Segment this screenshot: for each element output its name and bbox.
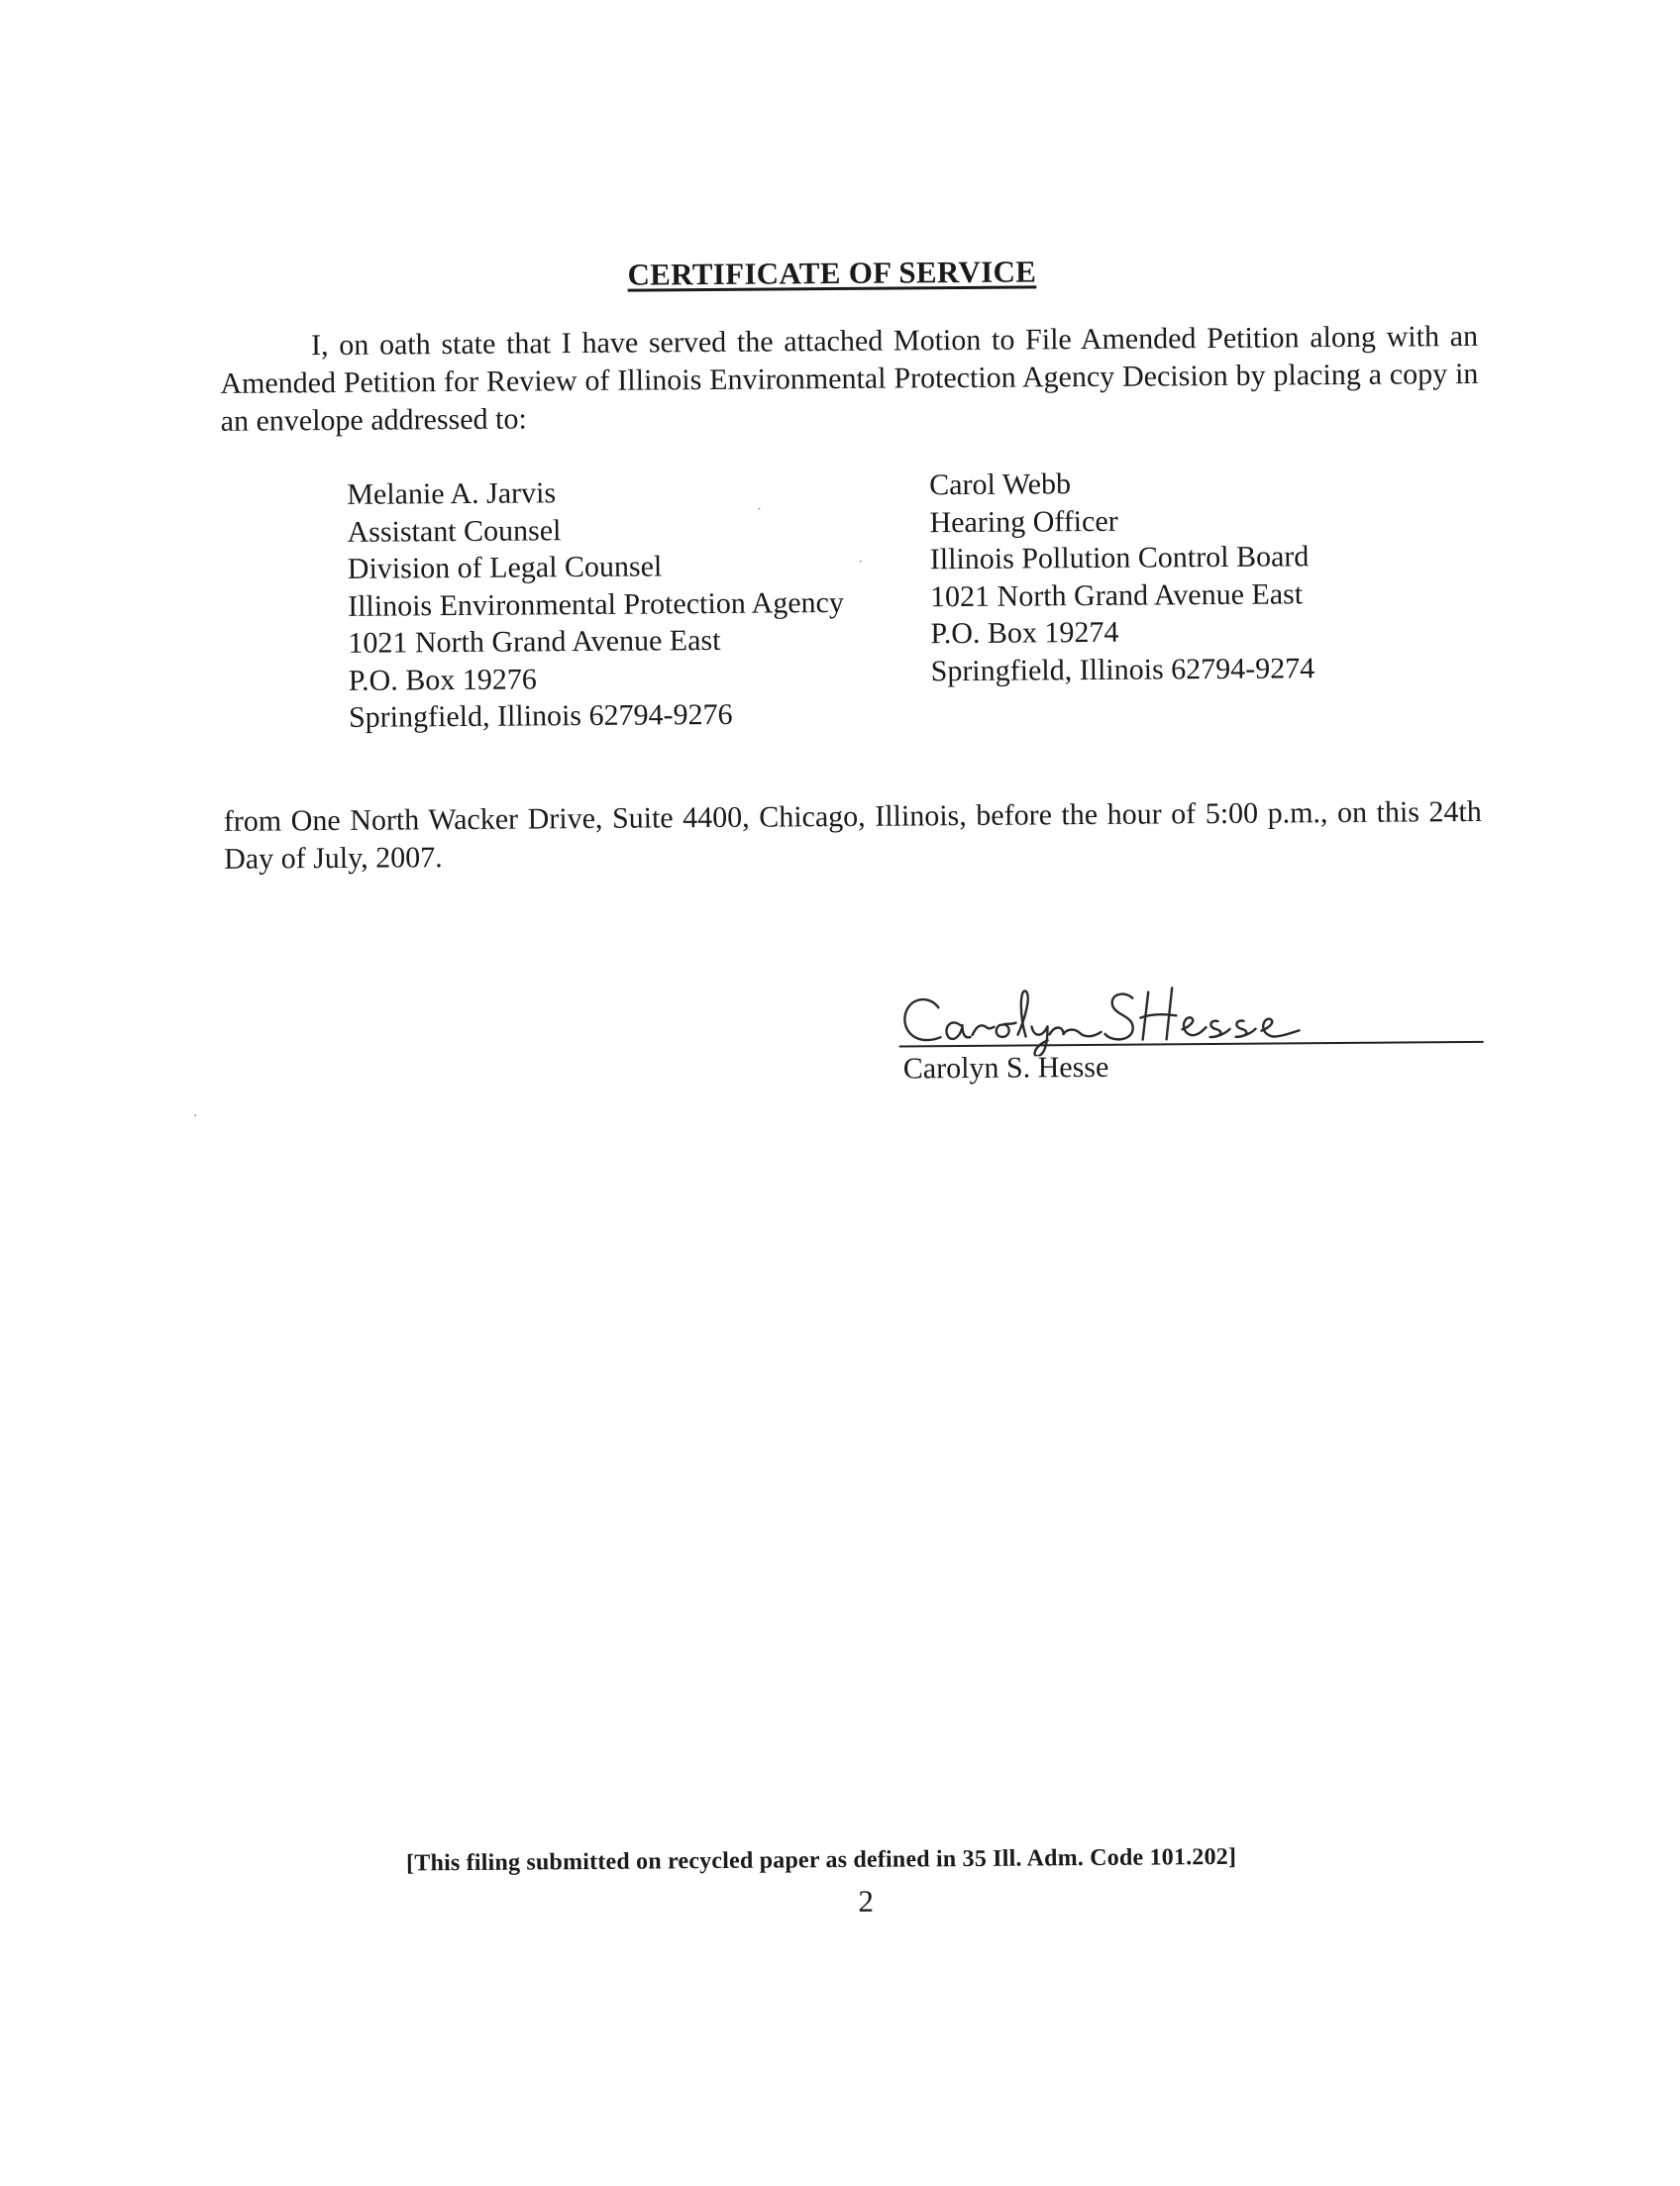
address-line: P.O. Box 19276 bbox=[348, 662, 537, 697]
address-line: 1021 North Grand Avenue East bbox=[348, 623, 721, 660]
footer-note: [This filing submitted on recycled paper as defined in 35 Ill. Adm. Code 101.202] bbox=[406, 1843, 1237, 1877]
recipient-address-right bbox=[929, 464, 1314, 689]
address-line: Springfield, Illinois 62794-9276 bbox=[348, 697, 733, 734]
scan-speck bbox=[194, 1114, 196, 1116]
recipient-address-left bbox=[347, 472, 845, 736]
address-line: P.O. Box 19274 bbox=[930, 615, 1119, 651]
document-title: CERTIFICATE OF SERVICE bbox=[627, 254, 1037, 292]
address-line: Illinois Pollution Control Board bbox=[929, 540, 1310, 576]
scan-speck bbox=[860, 561, 862, 563]
address-line: Hearing Officer bbox=[929, 504, 1118, 539]
closing-paragraph: from One North Wacker Drive, Suite 4400, Chicago, Illinois, before the hour of 5:00 p.m., on this 24th Day of July, 2007. bbox=[223, 794, 1482, 876]
address-line: 1021 North Grand Avenue East bbox=[929, 576, 1304, 613]
address-line: Assistant Counsel bbox=[347, 513, 562, 549]
address-line: Carol Webb bbox=[929, 468, 1072, 502]
scan-speck bbox=[758, 508, 760, 510]
address-line: Melanie A. Jarvis bbox=[347, 476, 557, 511]
address-line: Division of Legal Counsel bbox=[347, 550, 663, 585]
page-number: 2 bbox=[858, 1883, 875, 1919]
intro-paragraph: I, on oath state that I have served the attached Motion to File Amended Petition along with an Amended Petition for Review of Illinois Environmental Protection Agency Decision by placing a copy in an envelope addressed to: bbox=[220, 319, 1479, 438]
signer-name: Carolyn S. Hesse bbox=[902, 1050, 1109, 1086]
address-line: Springfield, Illinois 62794-9274 bbox=[930, 651, 1315, 687]
address-line: Illinois Environmental Protection Agency bbox=[348, 585, 845, 623]
